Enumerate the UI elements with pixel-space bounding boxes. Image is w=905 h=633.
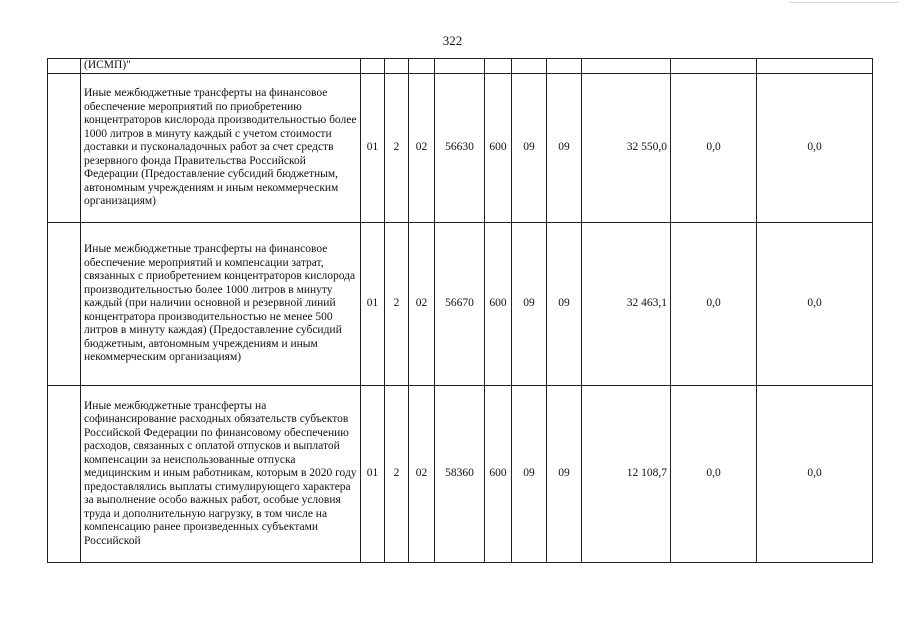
code-cell: [385, 59, 409, 74]
amount-cell: 32 550,0: [582, 74, 671, 223]
amount-cell: 12 108,7: [582, 386, 671, 563]
index-cell: [48, 59, 81, 74]
code-cell: 09: [547, 223, 582, 386]
code-cell: [547, 59, 582, 74]
index-cell: [48, 74, 81, 223]
code-cell: 01: [361, 74, 385, 223]
amount-cell: [757, 59, 873, 74]
code-cell: 56630: [435, 74, 485, 223]
table-row: [48, 223, 873, 386]
amount-cell: [671, 59, 757, 74]
description-cell: (ИСМП)": [81, 59, 361, 74]
code-cell: 02: [409, 74, 435, 223]
code-cell: 600: [485, 386, 512, 563]
code-cell: [361, 59, 385, 74]
amount-cell: 0,0: [671, 223, 757, 386]
code-cell: [435, 59, 485, 74]
index-cell: [48, 386, 81, 563]
amount-cell: 32 463,1: [582, 223, 671, 386]
code-cell: 01: [361, 223, 385, 386]
code-cell: [409, 59, 435, 74]
code-cell: 2: [385, 223, 409, 386]
table-row: [48, 59, 873, 74]
code-cell: 600: [485, 74, 512, 223]
description-cell: Иные межбюджетные трансферты на финансовое обеспечение мероприятий и компенсации затрат, связанных с приобретением концентраторов кислорода производительностью более 1000 литров в минуту каждый (при наличии основной и резервной линий концентратора производительностью не менее 500 литров в минуту каждая) (Предоставление субсидий бюджетным, автономным учреждениям и иным некоммерческим организациям): [81, 223, 361, 386]
code-cell: 600: [485, 223, 512, 386]
code-cell: 09: [547, 74, 582, 223]
amount-cell: 0,0: [757, 386, 873, 563]
scan-artifact: [789, 2, 899, 3]
code-cell: [485, 59, 512, 74]
amount-cell: [582, 59, 671, 74]
code-cell: 02: [409, 223, 435, 386]
code-cell: 09: [512, 386, 547, 563]
index-cell: [48, 223, 81, 386]
code-cell: 2: [385, 386, 409, 563]
code-cell: 2: [385, 74, 409, 223]
amount-cell: 0,0: [757, 223, 873, 386]
code-cell: [512, 59, 547, 74]
code-cell: 01: [361, 386, 385, 563]
code-cell: 09: [512, 74, 547, 223]
code-cell: 58360: [435, 386, 485, 563]
table-row: [48, 74, 873, 223]
amount-cell: 0,0: [671, 74, 757, 223]
description-cell: Иные межбюджетные трансферты на финансовое обеспечение мероприятий по приобретению концентраторов кислорода производительностью более 1000 литров в минуту каждый с учетом стоимости доставки и пусконаладочных работ за счет средств резервного фонда Правительства Российской Федерации (Предоставление субсидий бюджетным, автономным учреждениям и иным некоммерческим организациям): [81, 74, 361, 223]
code-cell: 09: [547, 386, 582, 563]
code-cell: 09: [512, 223, 547, 386]
page-number: 322: [442, 33, 463, 48]
budget-table: [47, 58, 873, 563]
code-cell: 56670: [435, 223, 485, 386]
code-cell: 02: [409, 386, 435, 563]
amount-cell: 0,0: [757, 74, 873, 223]
amount-cell: 0,0: [671, 386, 757, 563]
table-row: [48, 386, 873, 563]
description-cell: Иные межбюджетные трансферты на софинансирование расходных обязательств субъектов Российской Федерации по финансовому обеспечению расходов, связанных с оплатой отпусков и выплатой компенсации за неиспользованные отпуска медицинским и иным работникам, которым в 2020 году предоставлялись выплаты стимулирующего характера за выполнение особо важных работ, особые условия труда и дополнительную нагрузку, в том числе на компенсацию ранее произведенных субъектами Российской: [81, 386, 361, 563]
